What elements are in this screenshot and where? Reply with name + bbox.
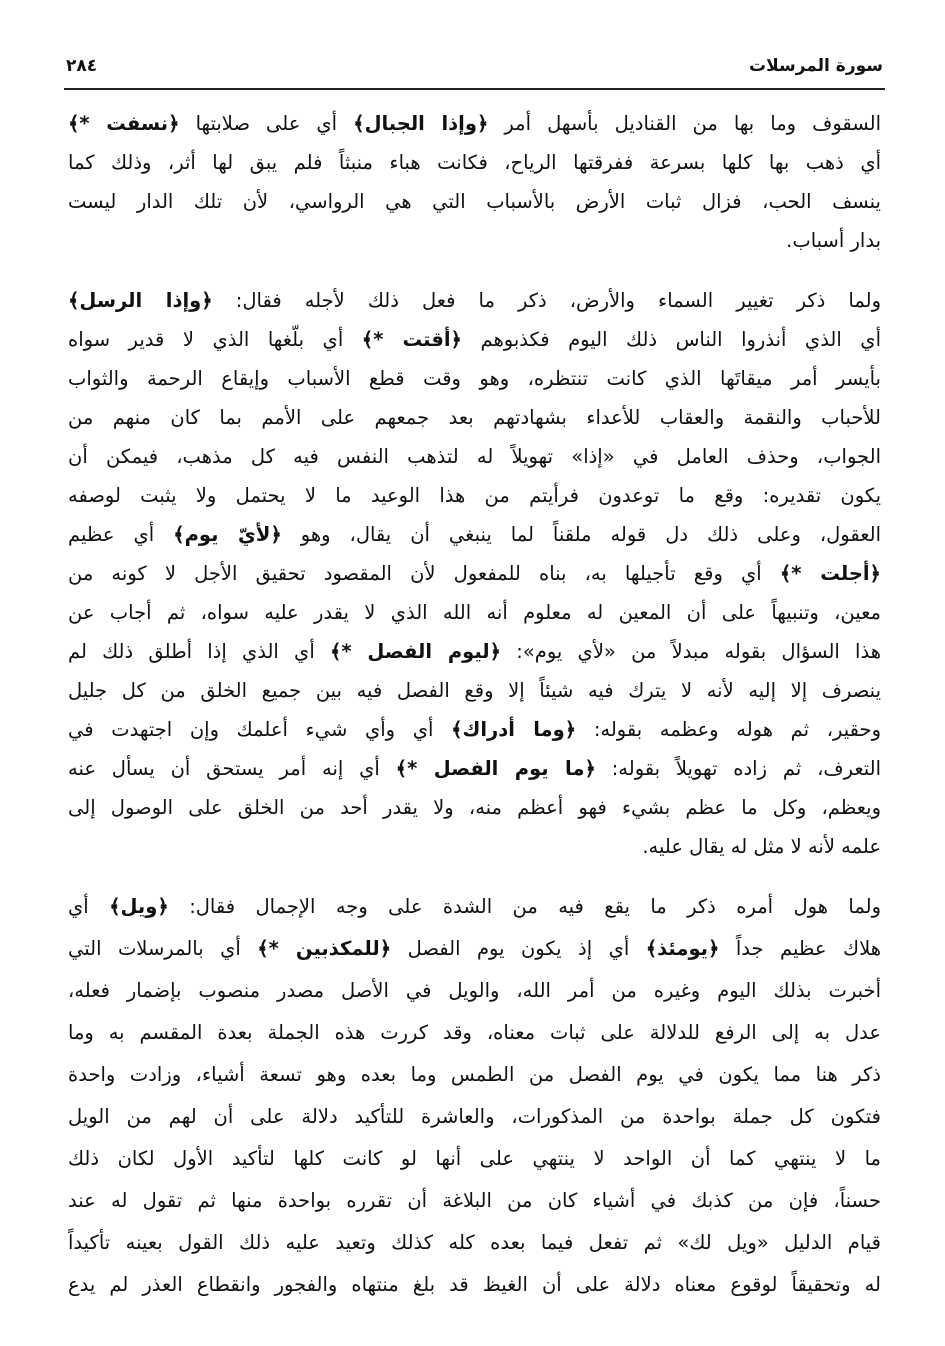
text-line: ينسف الحب، فزال ثبات الأرض بالأسباب التي هي الرواسي، لأن تلك الدار ليست — [68, 190, 881, 213]
text-line: الجواب، وحذف العامل في «إذا» تهويلاً له لتذهب النفس فيه كل مذهب، فيمكن أن — [68, 445, 881, 468]
text-line: بدار أسباب. — [786, 229, 881, 252]
quran-quote: ﴿أقتت *﴾ — [361, 328, 462, 351]
quran-quote: ﴿ويل﴾ — [109, 895, 169, 918]
quran-quote: ﴿نسفت *﴾ — [68, 112, 180, 135]
paragraph-3 — [68, 886, 881, 1306]
quran-quote: ﴿وإذا الجبال﴾ — [353, 112, 489, 135]
text-line: يكون تقديره: وقع ما توعدون فرأيتم من هذا الوعيد ما لا يحتمل ولا يثبت لوصفه — [68, 484, 881, 507]
text-line: قيام الدليل «ويل لك» ثم تفعل فيما بعده كله كذلك وتعيد عليه ذلك القول بعينه تأكيداً — [68, 1231, 881, 1254]
text-line: ولما ذكر تغيير السماء والأرض، ذكر ما فعل ذلك لأجله فقال: ﴿وإذا الرسل﴾ — [68, 289, 881, 312]
text-line: السقوف وما بها من القناديل بأسهل أمر ﴿وإذا الجبال﴾ أي على صلابتها ﴿نسفت *﴾ — [68, 112, 881, 135]
running-header — [66, 52, 883, 84]
paragraph-1 — [68, 104, 881, 260]
text-line: له وتحقيقاً لوقوع معناه دلالة على أن الغيظ قد بلغ منتهاه والفجور وانقطاع العذر لم يدع — [68, 1273, 881, 1296]
quran-quote: ﴿لأيّ يوم﴾ — [173, 523, 282, 546]
text-line: العقول، وعلى ذلك دل قوله ملقناً لما ينبغي أن يقال، وهو ﴿لأيّ يوم﴾ أي عظيم — [68, 523, 881, 546]
text-line: حسناً، فإن من كذبك في أشياء كان من البلاغة أن تقرره بواحدة منها ثم تقول له عند — [68, 1189, 881, 1212]
text-line: هلاك عظيم جداً ﴿يومئذ﴾ أي إذ يكون يوم الفصل ﴿للمكذبين *﴾ أي بالمرسلات التي — [68, 937, 881, 960]
quran-quote: ﴿يومئذ﴾ — [645, 937, 720, 960]
quran-quote: ﴿وما أدراك﴾ — [451, 718, 577, 741]
text-line: هذا السؤال بقوله مبدلاً من «لأي يوم»: ﴿ليوم الفصل *﴾ أي الذي إذا أطلق ذلك لم — [68, 640, 881, 663]
text-line: ويعظم، وكل ما عظم بشيء فهو أعظم منه، ولا يقدر أحد من الخلق على الوصول إلى — [68, 796, 881, 819]
text-line: ﴿أجلت *﴾ أي وقع تأجيلها به، بناه للمفعول لأن المقصود تحقيق الأجل لا كونه من — [68, 562, 881, 585]
text-line: أي ذهب بها كلها بسرعة ففرقتها الرياح، فكانت هباء منبثاً فلم يبق لها أثر، وذلك كما — [68, 151, 881, 174]
text-line: ينصرف إلا إليه لأنه لا يترك فيه شيئاً إلا وقع الفصل فيه بين جميع الخلق من كل جليل — [68, 679, 881, 702]
text-line: بأيسر أمر ميقاتَها الذي كانت تنتظره، وهو وقت قطع الأسباب وإيقاع الرحمة والثواب — [68, 367, 881, 390]
text-line: فتكون كل جملة بواحدة من المذكورات، والعاشرة للتأكيد دلالة على أن لهم من الويل — [68, 1105, 881, 1128]
header-rule — [64, 88, 885, 90]
quran-quote: ﴿أجلت *﴾ — [779, 562, 881, 585]
text-line: وحقير، ثم هوله وعظمه بقوله: ﴿وما أدراك﴾ أي وأي شيء أعلمك وإن اجتهدت في — [68, 718, 881, 741]
text-line: للأحباب والنقمة والعقاب للأعداء بشهادتهم بعد جمعهم على الأمم بما كان منهم من — [68, 406, 881, 429]
surah-title: سورة المرسلات — [748, 56, 883, 76]
page-number: ٢٨٤ — [66, 56, 98, 76]
text-line: ذكر هنا مما يكون في يوم الفصل من الطمس وما بعده وهو تسعة أشياء، وزادت واحدة — [68, 1063, 881, 1086]
text-line: عدل به إلى الرفع للدلالة على ثبات معناه، وقد كررت هذه الجملة بعدة المقسم به وما — [68, 1021, 881, 1044]
quran-quote: ﴿ما يوم الفصل *﴾ — [395, 757, 596, 780]
text-line: التعرف، ثم زاده تهويلاً بقوله: ﴿ما يوم الفصل *﴾ أي إنه أمر يستحق أن يسأل عنه — [68, 757, 881, 780]
text-line: ما لا ينتهي كما أن الواحد لا ينتهي على أنها لو كانت كلها لتأكيد الأول لكان ذلك — [68, 1147, 881, 1170]
text-line: علمه لأنه لا مثل له يقال عليه. — [642, 835, 881, 858]
text-line: معين، وتنبيهاً على أن المعين له معلوم أنه الله الذي لا يقدر عليه سواه، ثم أجاب عن — [68, 601, 881, 624]
quran-quote: ﴿وإذا الرسل﴾ — [68, 289, 213, 312]
text-line: أي الذي أنذروا الناس ذلك اليوم فكذبوهم ﴿أقتت *﴾ أي بلّغها الذي لا قدير سواه — [68, 328, 881, 351]
paragraph-2 — [68, 281, 881, 866]
quran-quote: ﴿للمكذبين *﴾ — [257, 937, 392, 960]
quran-quote: ﴿ليوم الفصل *﴾ — [329, 640, 502, 663]
text-line: ولما هول أمره ذكر ما يقع فيه من الشدة على وجه الإجمال فقال: ﴿ويل﴾ أي — [68, 895, 881, 918]
text-line: أخبرت بذلك اليوم وغيره من أمر الله، والويل في الأصل مصدر منصوب بإضمار فعله، — [68, 979, 881, 1002]
